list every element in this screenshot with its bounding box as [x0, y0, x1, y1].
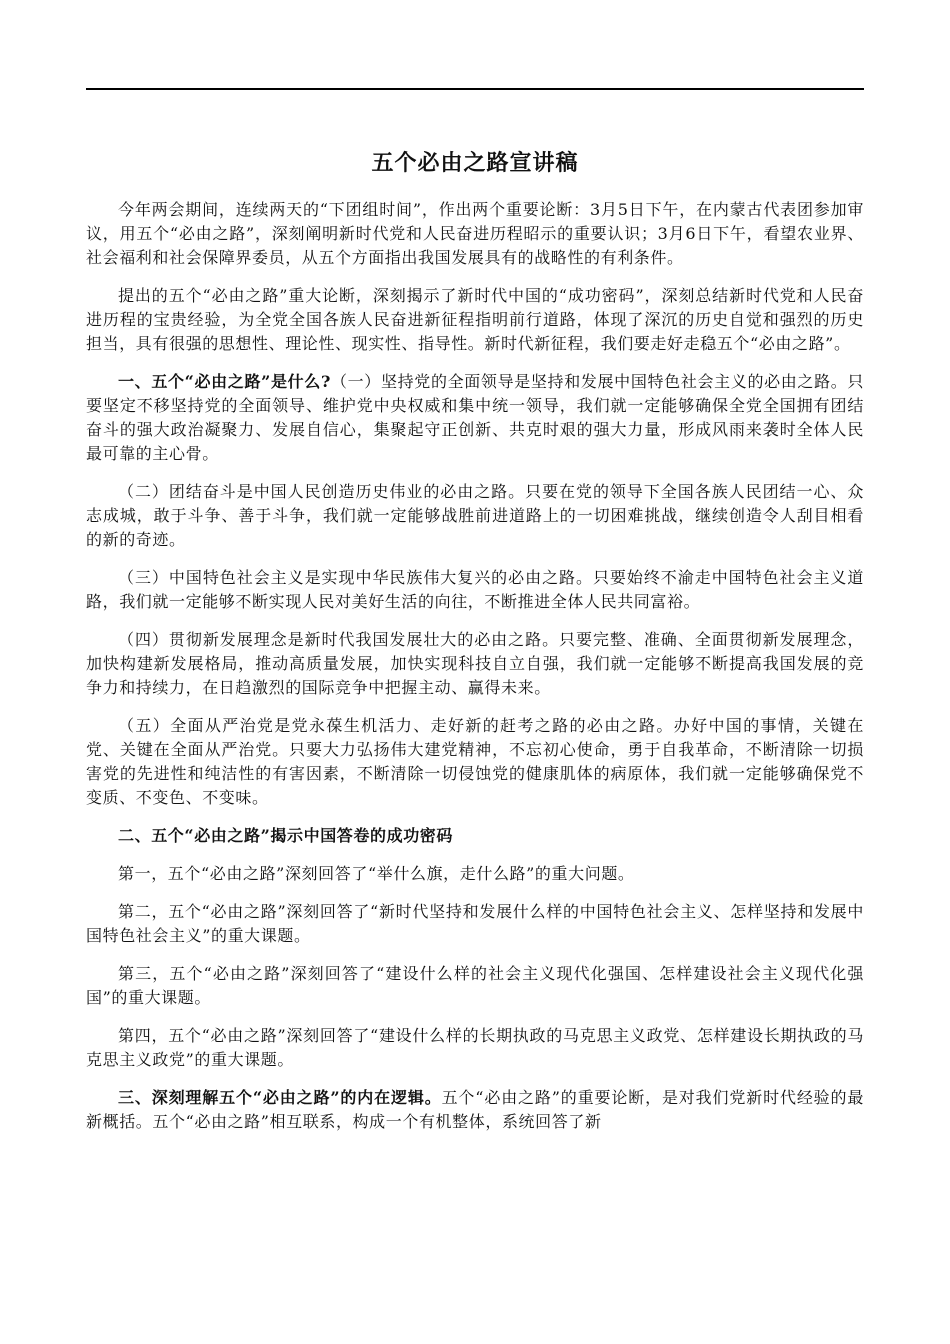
paragraph-point-3: （三）中国特色社会主义是实现中华民族伟大复兴的必由之路。只要始终不渝走中国特色社会主义道路，我们就一定能够不断实现人民对美好生活的向往，不断推进全体人民共同富裕。: [86, 568, 864, 611]
paragraph-point-2: （二）团结奋斗是中国人民创造历史伟业的必由之路。只要在党的领导下全国各族人民团结一心、众志成城，敢于斗争、善于斗争，我们就一定能够战胜前进道路上的一切困难挑战，继续创造令人刮目相看的新的奇迹。: [86, 482, 864, 549]
paragraph-second: 第二，五个“必由之路”深刻回答了“新时代坚持和发展什么样的中国特色社会主义、怎样坚持和发展中国特色社会主义”的重大课题。: [86, 902, 864, 945]
paragraph-third: 第三，五个“必由之路”深刻回答了“建设什么样的社会主义现代化强国、怎样建设社会主义现代化强国”的重大课题。: [86, 964, 864, 1007]
paragraph-intro: 今年两会期间，连续两天的“下团组时间”，作出两个重要论断：3月5日下午，在内蒙古代表团参加审议，用五个“必由之路”，深刻阐明新时代党和人民奋进历程昭示的重要认识；3月6日下午，看望农业界、社会福利和社会保障界委员，从五个方面指出我国发展具有的战略性的有利条件。: [86, 200, 864, 267]
paragraph-significance: 提出的五个“必由之路”重大论断，深刻揭示了新时代中国的“成功密码”，深刻总结新时代党和人民奋进历程的宝贵经验，为全党全国各族人民奋进新征程指明前行道路，体现了深沉的历史自觉和强烈的历史担当，具有很强的思想性、理论性、现实性、指导性。新时代新征程，我们要走好走稳五个“必由之路”。: [86, 286, 864, 353]
section-heading-1: 一、五个“必由之路”是什么?: [118, 372, 331, 391]
paragraph-first: 第一，五个“必由之路”深刻回答了“举什么旗，走什么路”的重大问题。: [118, 864, 635, 883]
paragraph-text: （一）坚持党的全面领导是坚持和发展中国特色社会主义的必由之路。只要坚定不移坚持党的全面领导、维护党中央权威和集中统一领导，我们就一定能够确保全党全国拥有团结奋斗的强大政治凝聚力、发展自信心，集聚起守正创新、共克时艰的强大力量，形成风雨来袭时全体人民最可靠的主心骨。: [86, 372, 864, 463]
document-body: [86, 198, 864, 1146]
paragraph-section-1: [86, 370, 864, 466]
section-heading-3: 三、深刻理解五个“必由之路”的内在逻辑。: [118, 1088, 442, 1107]
paragraph-section-2: [86, 824, 864, 848]
document-title: 五个必由之路宣讲稿: [371, 150, 579, 176]
paragraph-section-3: [86, 1086, 864, 1134]
paragraph-fourth: 第四，五个“必由之路”深刻回答了“建设什么样的长期执政的马克思主义政党、怎样建设长期执政的马克思主义政党”的重大课题。: [86, 1026, 864, 1069]
paragraph-point-4: （四）贯彻新发展理念是新时代我国发展壮大的必由之路。只要完整、准确、全面贯彻新发展理念，加快构建新发展格局，推动高质量发展，加快实现科技自立自强，我们就一定能够不断提高我国发展的竞争力和持续力，在日趋激烈的国际竞争中把握主动、赢得未来。: [86, 630, 864, 697]
header-rule: [86, 88, 864, 90]
section-heading-2: 二、五个“必由之路”揭示中国答卷的成功密码: [118, 826, 454, 845]
paragraph-text: 五个“必由之路”的重要论断，是对我们党新时代经验的最新概括。五个“必由之路”相互联系，构成一个有机整体，系统回答了新: [86, 1088, 864, 1131]
paragraph-point-5: （五）全面从严治党是党永葆生机活力、走好新的赶考之路的必由之路。办好中国的事情，关键在党、关键在全面从严治党。只要大力弘扬伟大建党精神，不忘初心使命，勇于自我革命，不断清除一切损害党的先进性和纯洁性的有害因素，不断清除一切侵蚀党的健康肌体的病原体，我们就一定能够确保党不变质、不变色、不变味。: [86, 716, 864, 807]
